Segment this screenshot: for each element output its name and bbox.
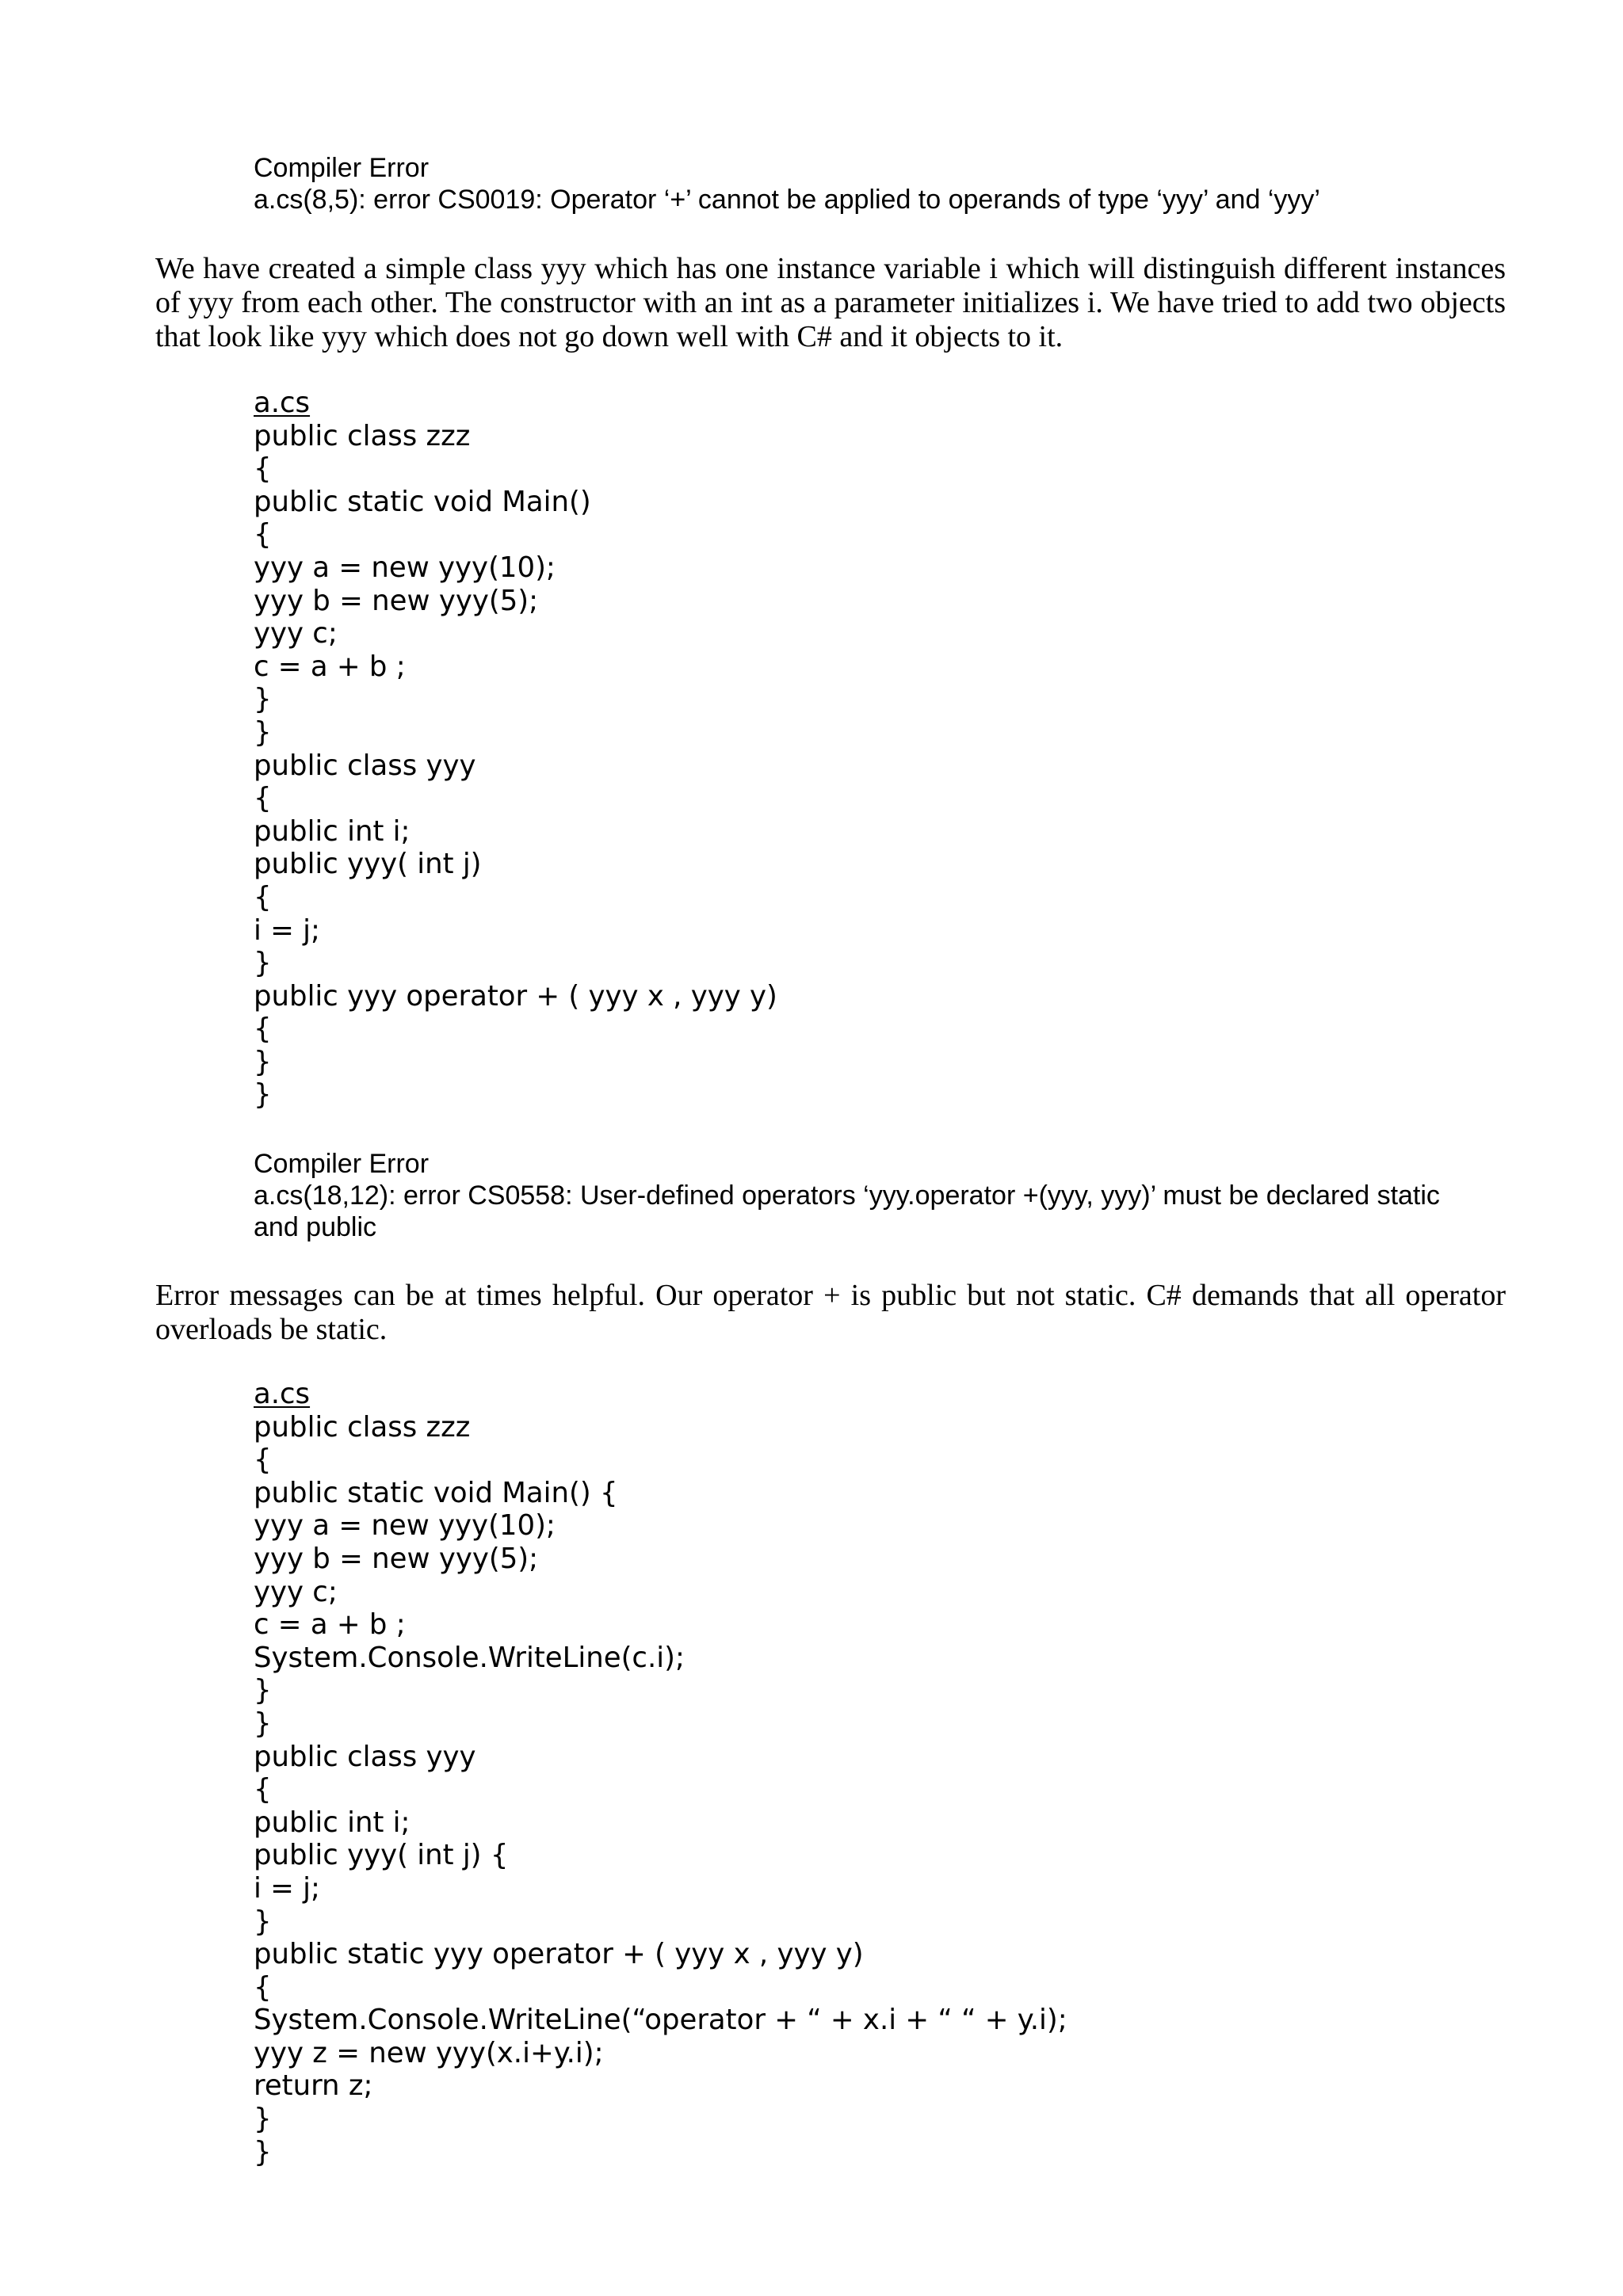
code-line: {: [254, 1013, 272, 1046]
code-line: System.Console.WriteLine(c.i);: [254, 1641, 685, 1674]
error-message: a.cs(8,5): error CS0019: Operator ‘+’ cannot be applied to operands of type ‘yyy’ and ‘yyy’: [254, 185, 1320, 215]
code-line: }: [254, 1905, 272, 1938]
code-line: public class yyy: [254, 1740, 476, 1773]
code-line: public static void Main(): [254, 485, 591, 518]
error-heading: Compiler Error: [254, 153, 430, 183]
code-line: }: [254, 683, 272, 716]
code-listing-2: [254, 1378, 1522, 2168]
code-line: i = j;: [254, 913, 321, 947]
code-line: System.Console.WriteLine(“operator + “ + x.i + “ “ + y.i);: [254, 2004, 1067, 2037]
code-filename: a.cs: [254, 1378, 311, 1410]
code-line: yyy b = new yyy(5);: [254, 1542, 539, 1575]
code-line: yyy c;: [254, 1575, 338, 1608]
code-line: yyy z = new yyy(x.i+y.i);: [254, 2036, 604, 2069]
code-line: }: [254, 1674, 272, 1707]
code-line: public static yyy operator + ( yyy x , yyy y): [254, 1938, 864, 1971]
code-listing-1: [254, 387, 1522, 1112]
code-line: }: [254, 1045, 272, 1078]
error-message-continued: and public: [254, 1212, 377, 1242]
code-line: yyy a = new yyy(10);: [254, 551, 556, 584]
code-line: }: [254, 2135, 272, 2168]
code-line: public int i;: [254, 1806, 411, 1839]
code-line: yyy a = new yyy(10);: [254, 1509, 556, 1543]
explanation-paragraph-1: We have created a simple class yyy which has one instance variable i which will distinguish different instances of yyy from each other. The constructor with an int as a parameter initializes i. We have tried to add two objects that look like yyy which does not go down well with C# and it objects to it.: [155, 252, 1506, 353]
explanation-paragraph-2: Error messages can be at times helpful. Our operator + is public but not static. C# demands that all operator overloads be static.: [155, 1279, 1506, 1346]
code-line: public yyy operator + ( yyy x , yyy y): [254, 979, 777, 1013]
code-line: {: [254, 452, 272, 486]
code-line: {: [254, 518, 272, 551]
code-line: {: [254, 782, 272, 815]
code-line: c = a + b ;: [254, 1608, 406, 1642]
error-heading: Compiler Error: [254, 1149, 430, 1179]
code-line: {: [254, 1773, 272, 1806]
code-line: }: [254, 715, 272, 749]
code-line: {: [254, 1444, 272, 1477]
code-line: return z;: [254, 2069, 373, 2103]
code-line: }: [254, 947, 272, 980]
code-line: yyy b = new yyy(5);: [254, 584, 539, 617]
code-filename: a.cs: [254, 387, 311, 419]
code-line: }: [254, 1707, 272, 1740]
code-line: public class yyy: [254, 749, 476, 782]
code-line: public class zzz: [254, 1410, 471, 1444]
code-line: }: [254, 1078, 272, 1112]
code-line: c = a + b ;: [254, 650, 406, 683]
code-line: public yyy( int j): [254, 848, 482, 881]
code-line: {: [254, 1970, 272, 2004]
compiler-error-block-2: [254, 1148, 1506, 1243]
error-message: a.cs(18,12): error CS0558: User-defined operators ‘yyy.operator +(yyy, yyy)’ must be declared static: [254, 1180, 1440, 1211]
code-line: public static void Main() {: [254, 1476, 618, 1509]
code-line: }: [254, 2103, 272, 2136]
code-line: i = j;: [254, 1871, 321, 1905]
compiler-error-block-1: [254, 152, 1506, 215]
code-line: {: [254, 880, 272, 913]
code-line: public yyy( int j) {: [254, 1839, 509, 1872]
code-line: public int i;: [254, 814, 411, 848]
code-line: yyy c;: [254, 617, 338, 650]
code-line: public class zzz: [254, 419, 471, 452]
